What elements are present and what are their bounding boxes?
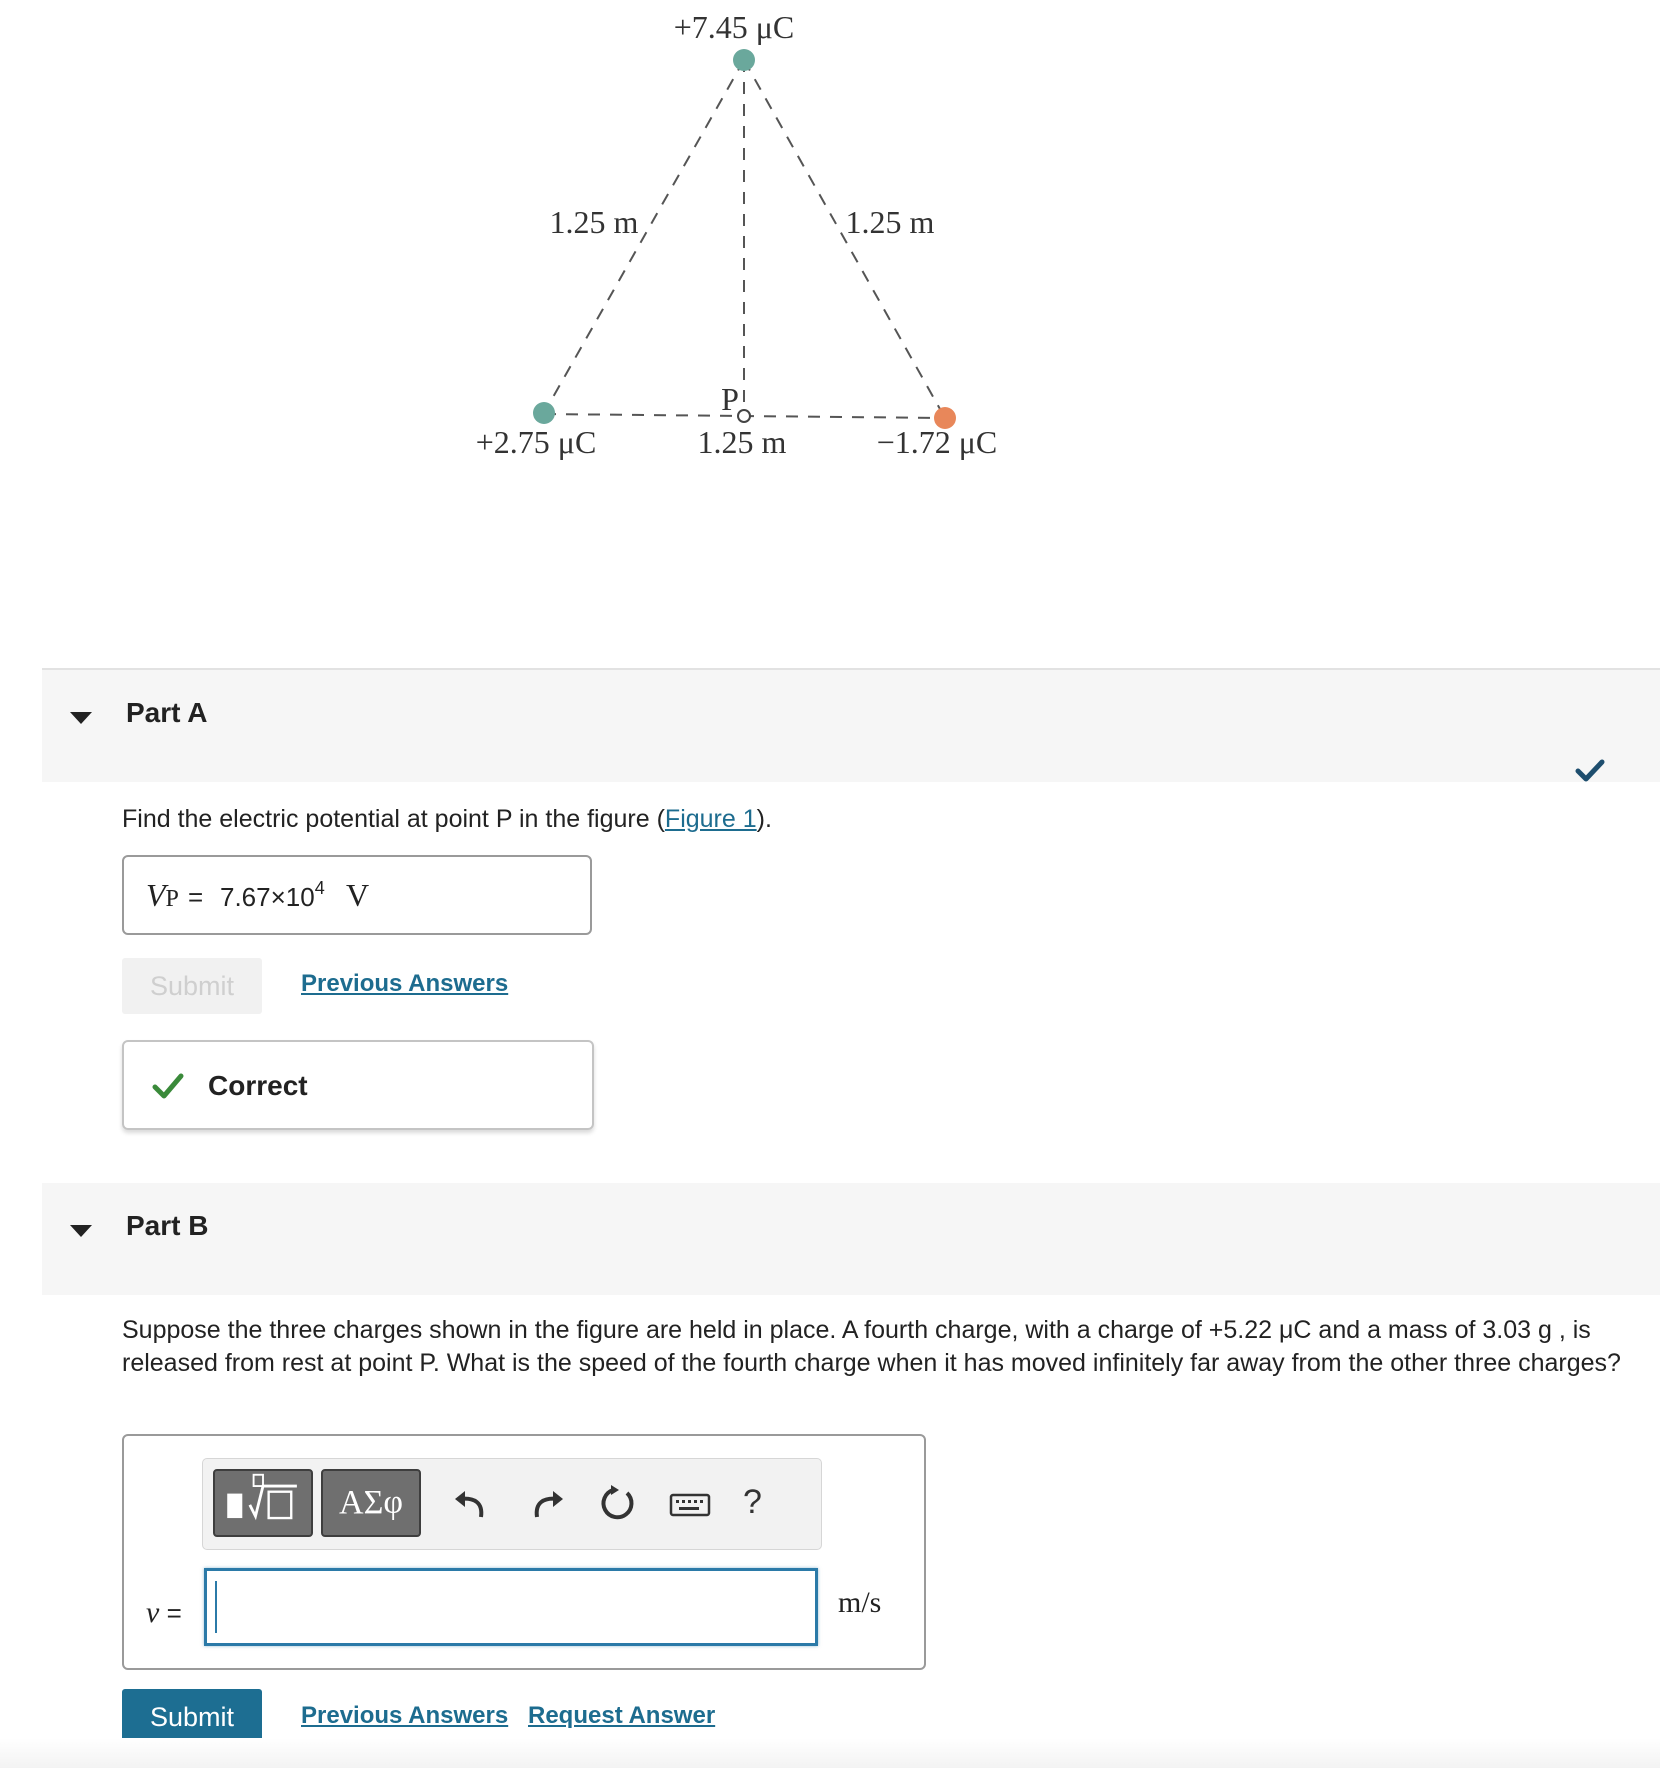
part-a-question: [122, 803, 772, 836]
figure-svg: [475, 0, 1200, 560]
correct-feedback-text: Correct: [208, 1070, 308, 1101]
right-side-label: 1.25 m: [845, 204, 935, 240]
part-a-header[interactable]: [42, 668, 1660, 782]
answer-variable: VP: [146, 877, 179, 913]
part-a-title: Part A: [126, 697, 208, 728]
greek-symbols-button[interactable]: ΑΣφ: [321, 1469, 421, 1537]
templates-icon: [215, 1471, 311, 1535]
help-button[interactable]: ?: [743, 1483, 762, 1521]
answer-value: $7.67\times 10^4$: [220, 878, 325, 912]
velocity-unit: m/s: [838, 1586, 882, 1619]
page-bottom-edge: [0, 1738, 1660, 1768]
templates-button[interactable]: [213, 1469, 313, 1537]
answer-equals: =: [188, 882, 204, 912]
left-side-label: 1.25 m: [549, 204, 639, 240]
part-b-question: Suppose the three charges shown in the figure are held in place. A fourth charge, with a charge of +5.22 μC and a mass of 3.03 g , is released from rest at point P. What is the speed of the fourth charge when it has moved infinitely far away from the other three charges?: [122, 1316, 1621, 1377]
part-a-complete-check-icon: [1576, 758, 1604, 784]
right-charge-label: −1.72 μC: [876, 424, 998, 460]
correct-check-icon: [152, 1072, 184, 1100]
part-a-answer-box: [122, 855, 592, 935]
part-b-submit-button[interactable]: Submit: [122, 1689, 262, 1745]
figure-1-link[interactable]: Figure 1: [664, 805, 757, 833]
collapse-caret-icon[interactable]: [70, 712, 92, 724]
left-charge-label: +2.75 μC: [475, 424, 597, 460]
text-cursor: [215, 1581, 217, 1633]
part-b-previous-answers-link[interactable]: Previous Answers: [301, 1702, 509, 1729]
part-a-previous-answers-link[interactable]: Previous Answers: [301, 970, 509, 997]
undo-icon[interactable]: [451, 1483, 491, 1523]
reset-icon[interactable]: [597, 1483, 637, 1523]
part-a-question-prefix: Find the electric potential at point P in the figure (: [122, 805, 665, 833]
point-p-label: P: [721, 381, 739, 417]
keyboard-icon[interactable]: [667, 1483, 711, 1523]
redo-icon[interactable]: [527, 1483, 567, 1523]
velocity-label: v =: [146, 1596, 182, 1629]
part-a-question-suffix: ).: [756, 805, 772, 833]
math-toolbar: [202, 1458, 822, 1550]
charge-triangle-figure: [475, 0, 1200, 560]
part-b-header[interactable]: [42, 1183, 1660, 1295]
left-charge: [533, 402, 555, 424]
bottom-side-label: 1.25 m: [697, 424, 787, 460]
part-b-title: Part B: [126, 1210, 209, 1241]
point-p-marker: [738, 410, 750, 422]
correct-feedback-box: [122, 1040, 594, 1130]
top-charge: [733, 49, 755, 71]
answer-variable-subscript: P: [165, 886, 179, 912]
top-charge-label: +7.45 μC: [673, 9, 795, 45]
part-b-answer-box: [122, 1434, 926, 1670]
answer-unit: V: [346, 877, 370, 913]
collapse-caret-icon[interactable]: [70, 1225, 92, 1237]
answer-exponent: 4: [314, 878, 325, 898]
velocity-input[interactable]: [204, 1568, 818, 1646]
part-a-submit-button-disabled: Submit: [122, 958, 262, 1014]
request-answer-link[interactable]: Request Answer: [528, 1702, 716, 1729]
